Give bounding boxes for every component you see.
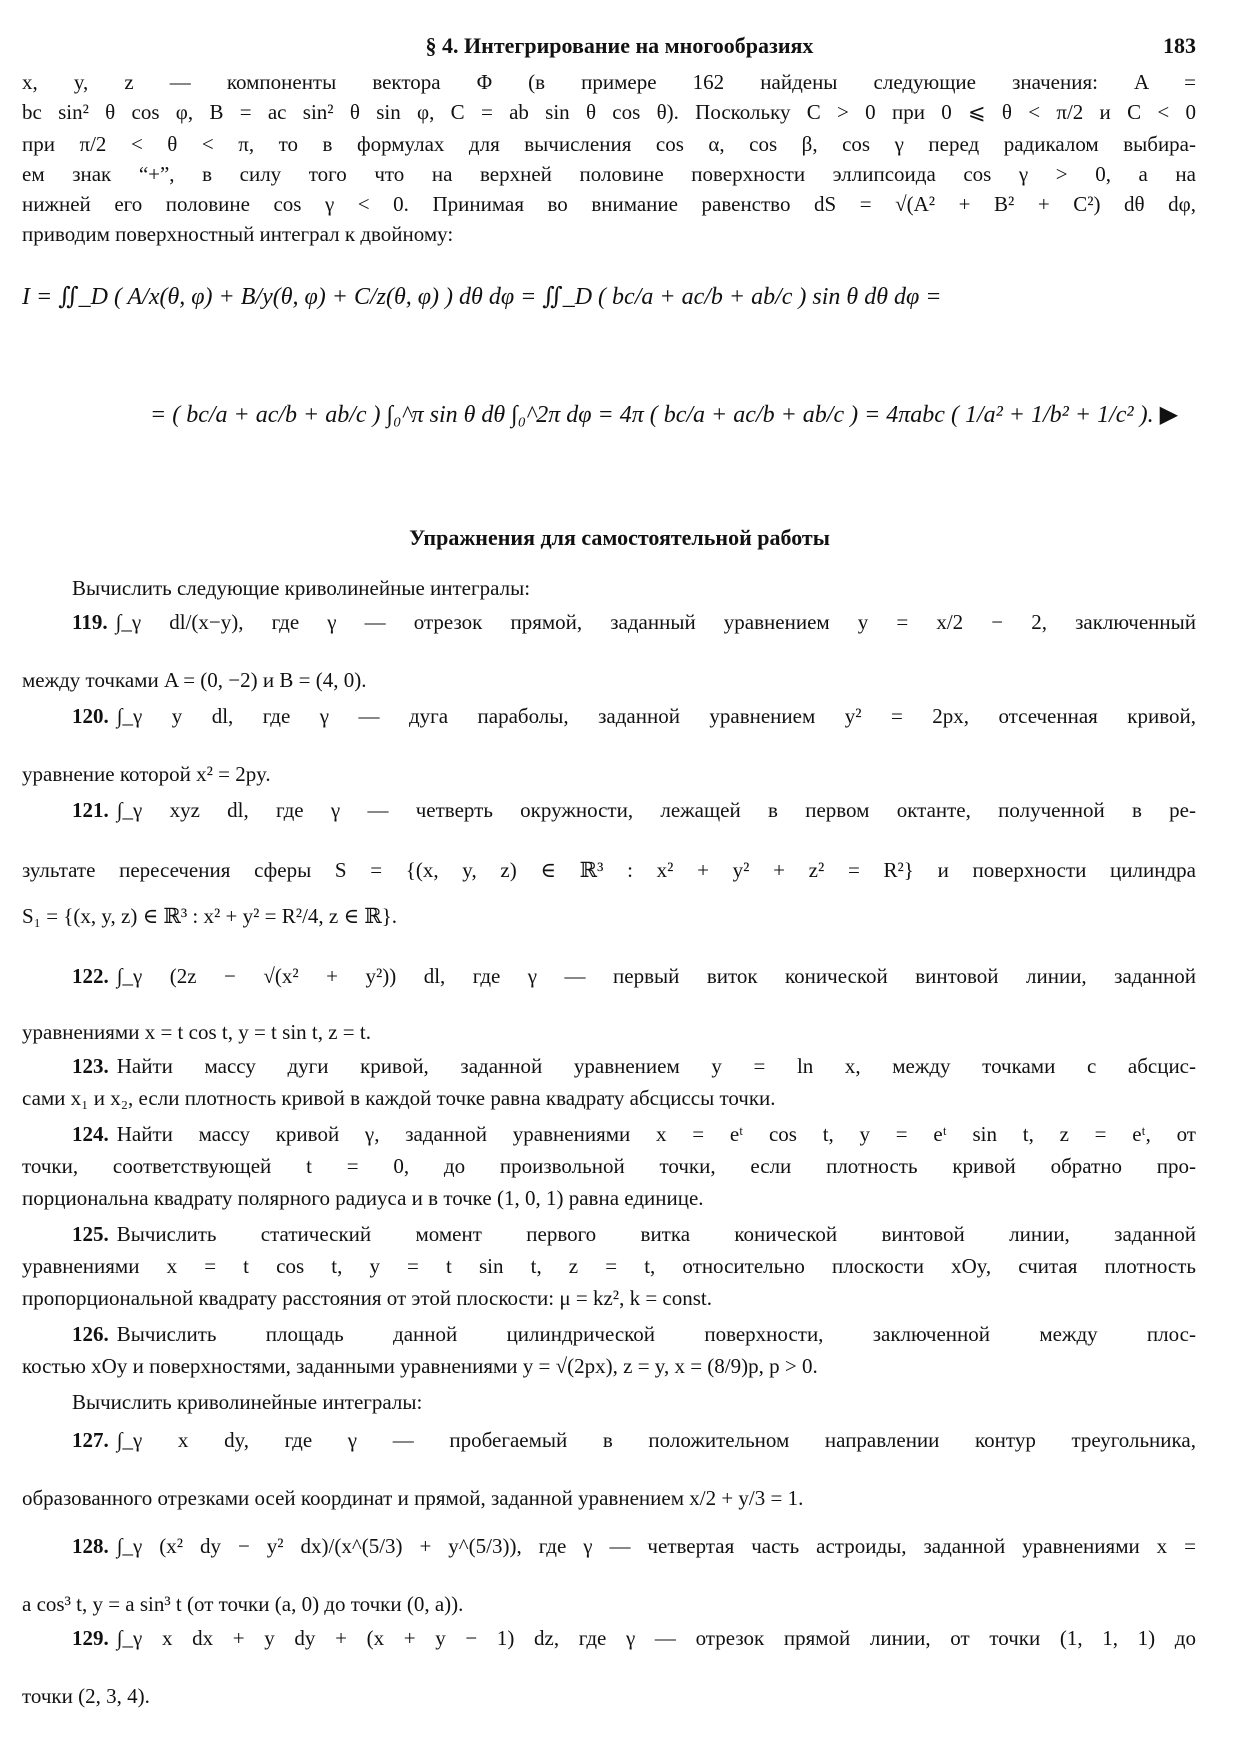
exercise-text: Вычислить площадь данной цилиндрической поверхности, заключенной между плос-: [116, 1322, 1196, 1346]
exercise-129-line-1: [72, 1622, 1196, 1654]
exercise-125-line-2: уравнениями x = t cos t, y = t sin t, z = t, относительно плоскости xOy, считая плотность: [22, 1254, 1196, 1278]
intro-line-6: приводим поверхностный интеграл к двойному:: [22, 222, 454, 246]
exercise-124-line-1: [72, 1118, 1196, 1150]
exercise-number: 123.: [72, 1054, 109, 1078]
exercise-text: Вычислить статический момент первого витка конической винтовой линии, заданной: [116, 1222, 1196, 1246]
exercise-text: ∫_γ xyz dl, где γ — четверть окружности, лежащей в первом октанте, полученной в ре-: [116, 798, 1196, 822]
exercise-number: 125.: [72, 1222, 109, 1246]
exercise-number: 129.: [72, 1626, 109, 1650]
instruction-compute-curvilinear: Вычислить следующие криволинейные интегралы:: [72, 576, 531, 600]
exercise-119-line-1: [72, 606, 1196, 638]
intro-line-2: bc sin² θ cos φ, B = ac sin² θ sin φ, C = ab sin θ cos θ). Поскольку C > 0 при 0 ⩽ θ < π/2 и C < 0: [22, 100, 1196, 124]
intro-line-3: при π/2 < θ < π, то в формулах для вычисления cos α, cos β, cos γ перед радикалом выбира-: [22, 132, 1196, 156]
exercise-128-line-1: [72, 1530, 1196, 1562]
exercise-124-line-2: точки, соответствующей t = 0, до произвольной точки, если плотность кривой обратно про-: [22, 1154, 1196, 1178]
exercise-122-line-1: [72, 960, 1196, 992]
exercise-123-line-1: [72, 1050, 1196, 1082]
exercise-text: ∫_γ (2z − √(x² + y²)) dl, где γ — первый виток конической винтовой линии, заданной: [116, 964, 1196, 988]
exercise-number: 122.: [72, 964, 109, 988]
exercise-text: Найти массу кривой γ, заданной уравнениями x = eᵗ cos t, y = eᵗ sin t, z = eᵗ, от: [116, 1122, 1196, 1146]
exercise-text: ∫_γ x dy, где γ — пробегаемый в положительном направлении контур треугольника,: [116, 1428, 1196, 1452]
exercise-122-line-2: уравнениями x = t cos t, y = t sin t, z = t.: [22, 1020, 371, 1044]
exercise-number: 119.: [72, 610, 108, 634]
exercise-121-line-3: S₁ = {(x, y, z) ∈ ℝ³ : x² + y² = R²/4, z ∈ ℝ}.: [22, 904, 398, 928]
exercise-text: ∫_γ x dx + y dy + (x + y − 1) dz, где γ — отрезок прямой линии, от точки (1, 1, 1) до: [116, 1626, 1196, 1650]
exercise-126-line-1: [72, 1318, 1196, 1350]
exercise-121-line-1: [72, 794, 1196, 826]
formula-line-1: I = ∬_D ( A/x(θ, φ) + B/y(θ, φ) + C/z(θ, φ) ) dθ dφ = ∬_D ( bc/a + ac/b + ab/c ) sin θ dθ dφ =: [22, 284, 942, 310]
exercise-120-line-1: [72, 700, 1196, 732]
exercise-text: ∫_γ y dl, где γ — дуга параболы, заданной уравнением y² = 2px, отсеченная кривой,: [116, 704, 1196, 728]
exercise-text: ∫_γ (x² dy − y² dx)/(x^(5/3) + y^(5/3)), где γ — четвертая часть астроиды, заданной уравнениями x =: [116, 1534, 1196, 1558]
section-title: Упражнения для самостоятельной работы: [409, 525, 830, 550]
exercise-text: ∫_γ dl/(x−y), где γ — отрезок прямой, заданный уравнением y = x/2 − 2, заключенный: [115, 610, 1196, 634]
instruction-compute-curvilinear-2: Вычислить криволинейные интегралы:: [72, 1390, 423, 1414]
exercise-text: Найти массу дуги кривой, заданной уравнением y = ln x, между точками с абсцис-: [116, 1054, 1196, 1078]
intro-line-1: x, y, z — компоненты вектора Φ (в примере 162 найдены следующие значения: A =: [22, 70, 1196, 94]
intro-line-4: ем знак “+”, в силу того что на верхней половине поверхности эллипсоида cos γ > 0, а на: [22, 162, 1196, 186]
exercise-number: 127.: [72, 1428, 109, 1452]
page-number: 183: [1163, 33, 1196, 58]
exercise-120-line-2: уравнение которой x² = 2py.: [22, 762, 271, 786]
exercise-128-line-2: a cos³ t, y = a sin³ t (от точки (a, 0) до точки (0, a)).: [22, 1592, 464, 1616]
formula-line-2: = ( bc/a + ac/b + ab/c ) ∫₀^π sin θ dθ ∫₀^2π dφ = 4π ( bc/a + ac/b + ab/c ) = 4πabc ( 1/a² + 1/b² + 1/c² ). ▶: [150, 402, 1179, 428]
exercise-number: 120.: [72, 704, 109, 728]
exercise-124-line-3: порциональна квадрату полярного радиуса и в точке (1, 0, 1) равна единице.: [22, 1186, 704, 1210]
exercise-126-line-2: костью xOy и поверхностями, заданными уравнениями y = √(2px), z = y, x = (8/9)p, p > 0.: [22, 1354, 818, 1378]
exercise-125-line-1: [72, 1218, 1196, 1250]
exercise-127-line-1: [72, 1424, 1196, 1456]
exercise-number: 124.: [72, 1122, 109, 1146]
exercise-127-line-2: образованного отрезками осей координат и прямой, заданной уравнением x/2 + y/3 = 1.: [22, 1486, 804, 1510]
exercise-121-line-2: зультате пересечения сферы S = {(x, y, z) ∈ ℝ³ : x² + y² + z² = R²} и поверхности цилиндра: [22, 858, 1196, 882]
exercise-number: 128.: [72, 1534, 109, 1558]
exercise-123-line-2: сами x₁ и x₂, если плотность кривой в каждой точке равна квадрату абсциссы точки.: [22, 1086, 776, 1110]
intro-line-5: нижней его половине cos γ < 0. Принимая во внимание равенство dS = √(A² + B² + C²) dθ dφ,: [22, 192, 1196, 216]
exercise-number: 121.: [72, 798, 109, 822]
exercise-129-line-2: точки (2, 3, 4).: [22, 1684, 150, 1708]
exercise-125-line-3: пропорциональной квадрату расстояния от этой плоскости: μ = kz², k = const.: [22, 1286, 712, 1310]
running-header-title: § 4. Интегрирование на многообразиях: [425, 33, 814, 58]
exercise-number: 126.: [72, 1322, 109, 1346]
exercise-119-line-2: между точками A = (0, −2) и B = (4, 0).: [22, 668, 367, 692]
